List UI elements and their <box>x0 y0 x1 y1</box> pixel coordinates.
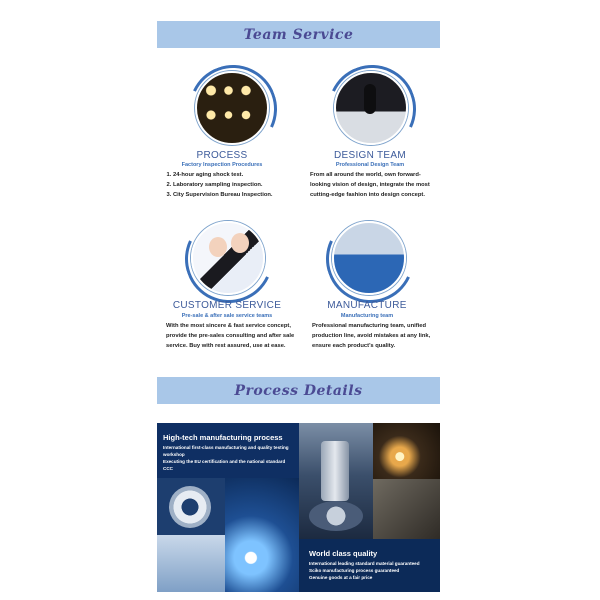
world-class-line-1: International leading standard material guaranteed <box>309 561 420 566</box>
cnc-machine-photo <box>299 423 373 539</box>
manufacture-image-frame <box>328 217 406 295</box>
process-details-banner <box>157 377 440 404</box>
design-image-frame <box>330 67 408 145</box>
manufacture-subtitle: Manufacturing team <box>340 313 394 319</box>
world-class-line-3: Genuine goods at a fair price <box>309 575 373 580</box>
lab-photo <box>157 535 225 592</box>
hightech-title: High-tech manufacturing process <box>163 433 283 442</box>
bearing-photo <box>157 478 225 535</box>
sparks-photo <box>373 423 440 479</box>
process-image-frame <box>191 67 269 145</box>
manufacture-photo <box>332 221 406 295</box>
customer-subtitle: Pre-sale & after sale service teams <box>181 313 273 319</box>
design-subtitle: Professional Design Team <box>335 162 405 168</box>
process-details-title: Process Details <box>234 382 363 399</box>
customer-photo <box>191 221 265 295</box>
hightech-panel <box>157 423 299 478</box>
process-photo <box>195 71 269 145</box>
hightech-line-2: Executing the EU certification and the national standard CCC <box>163 459 286 471</box>
process-details-collage <box>157 423 440 592</box>
process-subtitle: Factory Inspection Procedures <box>181 162 263 168</box>
process-item-1: 1. 24-hour aging shock test. <box>173 170 304 180</box>
customer-title: CUSTOMER SERVICE <box>172 300 282 311</box>
world-class-panel <box>299 539 440 592</box>
world-class-title: World class quality <box>309 549 378 558</box>
team-service-title: Team Service <box>243 26 354 43</box>
spindle-shape <box>321 441 349 501</box>
process-title: PROCESS <box>196 150 248 161</box>
customer-image-frame <box>187 217 265 295</box>
process-item-2: 2. Laboratory sampling inspection. <box>173 180 304 190</box>
welding-photo <box>225 478 299 592</box>
manufacture-description: Professional manufacturing team, unified production line, avoid mistakes at any link, ensure each product’s quality. <box>312 323 431 349</box>
design-title: DESIGN TEAM <box>333 150 407 161</box>
design-description: From all around the world, own forward-looking vision of design, integrate the most cutting-edge fashion into design concept. <box>310 172 430 198</box>
design-photo <box>334 71 408 145</box>
customer-description: With the most sincere & fast service concept, provide the pre-sales consulting and after sale service. Buy with rest assured, use at ease. <box>166 323 295 349</box>
team-service-banner <box>157 21 440 48</box>
hightech-line-1: International first-class manufacturing and quality testing workshop <box>163 445 289 457</box>
industrial-photo <box>373 479 440 539</box>
world-class-line-2: Sciko manufacturing process guaranteed <box>309 568 400 573</box>
process-item-3: 3. City Supervision Bureau Inspection. <box>173 190 304 200</box>
process-list <box>164 170 304 200</box>
bearing-shape <box>169 486 211 528</box>
manufacture-title: MANUFACTURE <box>327 300 407 311</box>
workpiece-shape <box>309 501 363 531</box>
